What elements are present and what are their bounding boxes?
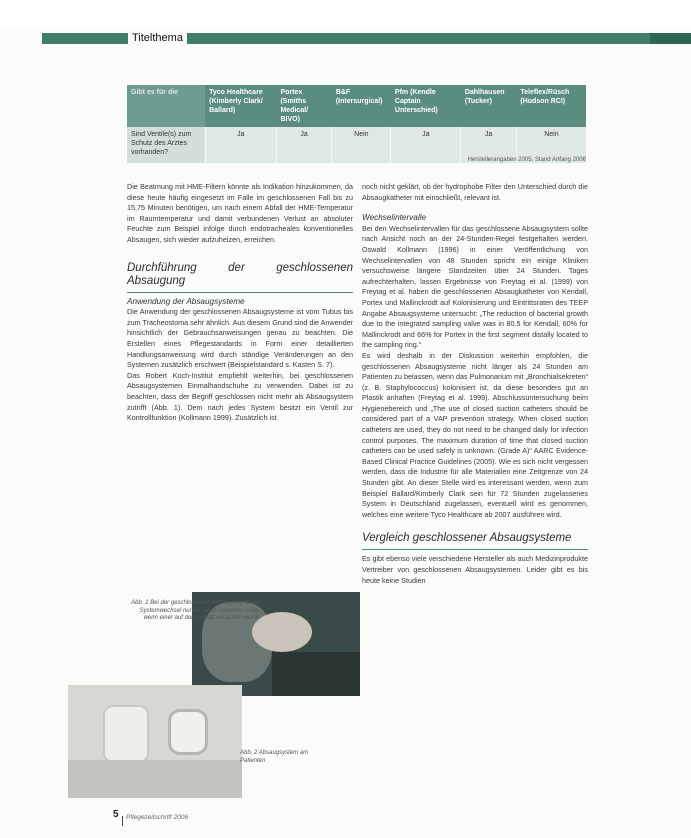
sub-heading: Anwendung der Absaugsysteme [127,296,245,306]
journal-name: Pflegezeitschrift 2006 [126,814,189,821]
table-header-cell: Tyco Healthcare (Kimberly Clark/ Ballard) [205,85,276,127]
body-paragraph: Es gibt ebenso viele verschiedene Hersteller als auch Medizinprodukte Vertreiber von geschlossenen Absaugsystemen. Leider gibt es bis heute keine Studien [362,554,588,585]
figure-caption: Abb. 2 Absaugsystem am Patienten [240,750,309,764]
rubric-title: Titelthema [128,31,187,45]
section-heading: Vergleich geschlossener Absaugsysteme [362,532,572,545]
table-header-cell: Dahlhausen (Tucker) [461,85,517,127]
heading-rule [362,549,588,550]
page-number: 5 [113,809,119,820]
table-cell: Ja [276,127,331,163]
table-header-cell: Teleflex/Rüsch (Hudson RCI) [516,85,586,127]
rubric-marker [121,34,126,42]
device-photo [68,685,242,798]
page-top-margin [0,0,691,30]
table-cell: Ja [205,127,276,163]
sub-heading: Wechselintervalle [362,213,427,223]
left-column [127,182,353,424]
body-paragraph: Es wird deshalb in der Diskussion weiterhin empfohlen, die geschlossenen Absaugsysteme nicht länger als 24 Stunden am Patienten zu belassen, wenn das Pulmonarium mit „Bronchialsekreten“ (z. B. Staphylococcus) kolonisiert ist, da diese besonders gut an Plastik anhaften (Freytag et al. 1999). Abschlussuntersuchung beim Hygienebereich und „The use of closed suction catheters should be considered part of a VAP prevention strategy. When closed suction catheters are used, they do not need to be changed daily for infection control purposes. The maximum duration of time that closed suction catheters can be used safely is unknown. (Grade A)“ AARC Evidence-Based Clinical Practice Guidelines (2005). Wie es sich nicht vergessen werden, dass die Industrie für alle Materialien eine Zeitgrenze von 24 Stunden gibt. An dieser Stelle wird es interessant werden, wenn zum Beispiel Ballard/Kimberly Clark sein für 72 Stunden zugelassenes System in Deutschland zugelassen, eventuell wird es genommen, welches eine weitere Tyco Healthcare ab 2007 ausführen wird. [362,350,588,519]
footer-divider [122,816,123,826]
table-cell: Nein [332,127,391,163]
table-header-cell: Gibt es für die [127,85,205,127]
table-cell: Nein [516,127,586,163]
right-column [362,182,588,586]
table-source: Herstellerangaben 2005, Stand Anfang 2006 [467,157,586,163]
figure-caption: Abb. 1 Bei der geschlossenen Absaugung ist ein Systemwechsel nur für jeden Patienten nötig, wenn einer auf den Schutz verzichtet wurde [131,600,260,621]
table-row-label: Sind Ventile(s) zum Schutz des Arztes vorhanden? [127,127,205,163]
table-header-cell: B&F (Intersurgical) [332,85,391,127]
table-cell: Ja [391,127,461,163]
rubric-stripe-end [650,33,691,44]
table-header-cell: Portex (Smiths Medical/ BIVO) [276,85,331,127]
body-paragraph: Das Robert Koch-Institut empfiehlt weiterhin, bei geschlossenen Absaugsystemen Einmalhandschuhe zu verwenden. Dabei ist zu beachten, dass der Begriff geschlossen nicht mehr als Absaugsystem zutrifft (Abb. 1). Dem nach jedes System besitzt ein Ventil zur Kontrollfunktion (Kollmann 1999). Zusätzlich ist [127,370,353,423]
comparison-table [127,85,586,163]
section-heading: Durchführung der geschlossenen Absaugung [127,261,353,287]
table-header-cell: Pfm (Kendle Captain Unterschied) [391,85,461,127]
table-header-row [127,85,586,127]
body-paragraph: Bei den Wechselintervallen für das geschlossene Absaugsystem sollte nach Ansicht noch an der 24-Stunden-Regel festgehalten werden. Oswald Kollmann (1996) in einer Veröffentlichung von Wechselintervallen von 48 Stunden spricht ein einige Kliniken versuchsweise längere Standzeiten über 24 Stunden. Tages aufrechterhalten, lassen Ergebnisse von Freytag et al. (1999) von Freytag et al. haben die geschlossenen Absaugkatheter von Kendall, Portex und Mallinckrodt auf Kolonisierung und Eintrittsraten des TEEP Angabe Absaugsysteme untersucht: „The reduction of bacterial growth due to the integrated sampling valve was in 80.5 for Kendall, 60% for Mallinckrodt and 66% for Portex in the first segment distally located to the sampling ring.“ [362,223,588,350]
heading-rule [127,292,353,293]
body-paragraph: Die Anwendung der geschlossenen Absaugsysteme ist vom Tubus bis zum Tracheostoma sehr ähnlich. Aus diesem Grund sind die Anwender hinsichtlich der Gebrauchsanweisungen genau zu beachten. Die Erstellen eines Pflegestandards in Form einer detaillierten Handlungsanweisung wird durch ständige Veränderungen an den Systemen zusätzlich erschwert (Beispielstandard s. Kasten S. 7). [127,307,353,370]
table-cell: Ja [461,127,517,163]
body-paragraph: noch nicht geklärt, ob der hydrophobe Filter den Unterschied durch die Absaugkatheter mit einschließt, relevant ist. [362,182,588,202]
intro-paragraph: Die Beatmung mit HME-Filtern könnte als Indikation hinzukommen, da diese heute häufig eingesetzt im Falle im geschlossenen Fall bis zu 15,75 Minuten benötigen, um nach einem Abfall der HME-Temperatur im Raumtemperatur und damit verbundenen Verlust an absoluter Feuchte zum Beispiel infolge durch endotracheales konventionelles Absaugen, sich wieder aufzuheizen, erreichen. [127,182,353,244]
